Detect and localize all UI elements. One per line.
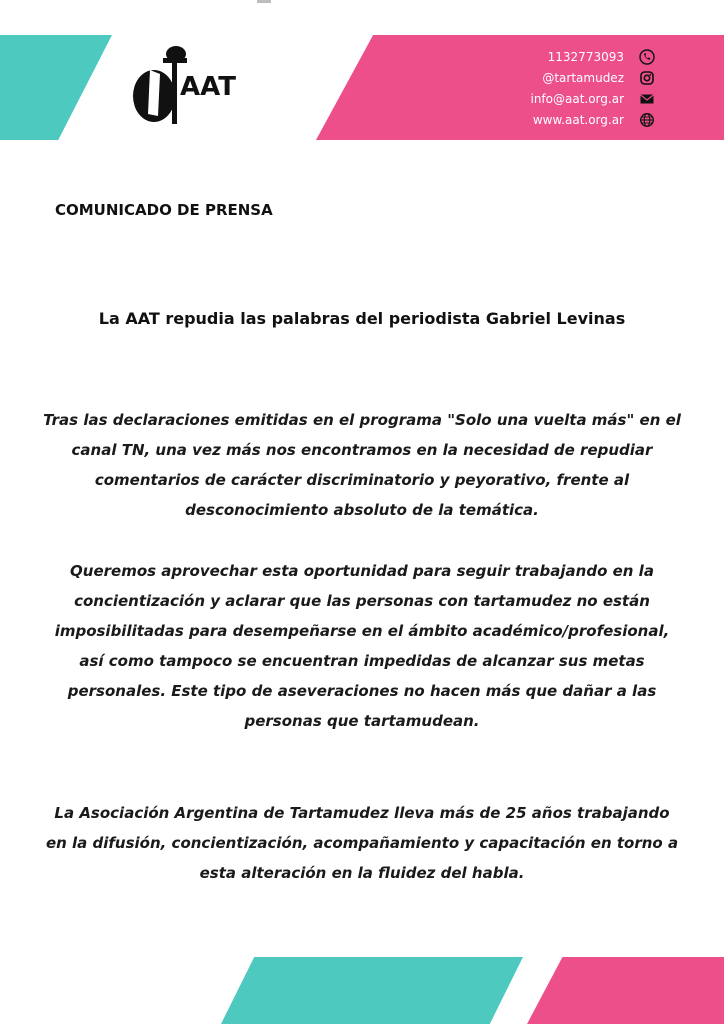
contact-instagram	[436, 67, 656, 88]
teal-banner-shape-bottom	[221, 957, 523, 1024]
globe-icon	[638, 111, 656, 129]
phone-icon	[638, 48, 656, 66]
paragraph-3: La Asociación Argentina de Tartamudez lleva más de 25 años trabajando en la difusión, concientización, acompañamiento y capacitación en torno a esta alteración en la fluidez del habla.	[45, 804, 679, 882]
logo-text: AAT	[180, 72, 236, 102]
contact-mail-text: info@aat.org.ar	[530, 91, 624, 106]
instagram-icon	[638, 69, 656, 87]
pink-banner-shape-bottom	[527, 957, 724, 1024]
teal-banner-shape-top	[0, 35, 112, 140]
contact-web	[436, 109, 656, 130]
contact-mail	[436, 88, 656, 109]
contact-web-text: www.aat.org.ar	[532, 112, 624, 127]
paragraph-1: Tras las declaraciones emitidas en el programa "Solo una vuelta más" en el canal TN, una vez más nos encontramos en la necesidad de repudiar comentarios de carácter discriminatorio y peyorativo, frente al desconocimiento absoluto de la temática.	[43, 411, 681, 519]
top-edge-mark	[257, 0, 271, 3]
contact-phone	[436, 46, 656, 67]
document-headline: La AAT repudia las palabras del periodista Gabriel Levinas	[98, 309, 626, 328]
paragraph-2: Queremos aprovechar esta oportunidad para seguir trabajando en la concientización y aclarar que las personas con tartamudez no están imposibilitadas para desempeñarse en el ámbito académico/profesional, así como tampoco se encuentran impedidas de alcanzar sus metas personales. Este tipo de aseveraciones no hacen más que dañar a las personas que tartamudean.	[54, 562, 670, 730]
mail-icon	[638, 90, 656, 108]
contact-instagram-text: @tartamudez	[542, 70, 624, 85]
aat-logo	[128, 44, 260, 130]
contact-block	[436, 46, 656, 130]
press-release-label: COMUNICADO DE PRENSA	[55, 201, 273, 219]
contact-phone-text: 1132773093	[547, 49, 624, 64]
